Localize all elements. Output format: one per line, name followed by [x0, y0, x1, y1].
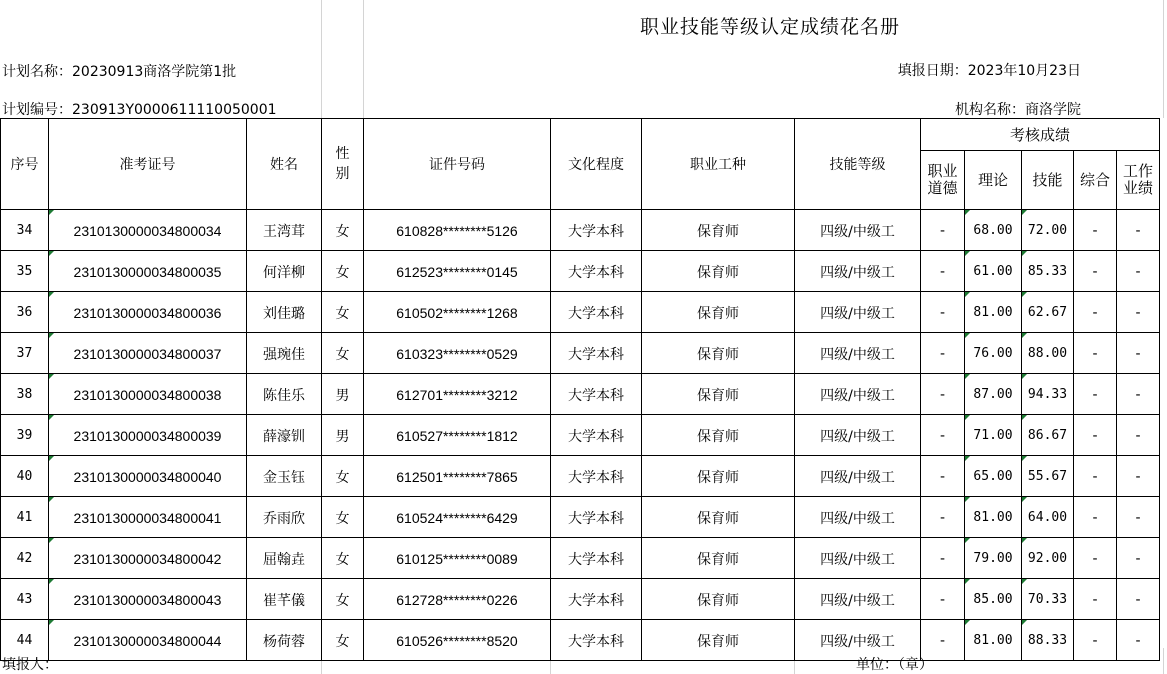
cell-skill: 70.33: [1022, 579, 1074, 620]
cell-exam-no: 2310130000034800036: [49, 292, 247, 333]
cell-occupation: 保育师: [642, 620, 795, 661]
col-header-theory: 理论: [965, 151, 1022, 210]
cell-id-no: 612501********7865: [364, 456, 551, 497]
cell-theory: 81.00: [965, 292, 1022, 333]
cell-name: 刘佳璐: [247, 292, 322, 333]
cell-comprehensive: -: [1074, 497, 1117, 538]
cell-education: 大学本科: [551, 415, 642, 456]
cell-ethics: -: [921, 456, 965, 497]
cell-name: 陈佳乐: [247, 374, 322, 415]
cell-work: -: [1117, 292, 1160, 333]
cell-gender: 女: [322, 292, 364, 333]
plan-name: 计划名称：20230913商洛学院第1批: [2, 64, 237, 80]
cell-seq: 35: [1, 251, 49, 292]
cell-seq: 40: [1, 456, 49, 497]
cell-theory: 81.00: [965, 497, 1022, 538]
cell-comprehensive: -: [1074, 538, 1117, 579]
cell-seq: 38: [1, 374, 49, 415]
table-row: [1, 620, 1160, 661]
table-row: [1, 292, 1160, 333]
cell-id-no: 610527********1812: [364, 415, 551, 456]
plan-number: 计划编号：230913Y0000611110050001: [2, 102, 277, 118]
table-row: [1, 333, 1160, 374]
cell-comprehensive: -: [1074, 292, 1117, 333]
cell-ethics: -: [921, 620, 965, 661]
cell-skill-level: 四级/中级工: [795, 538, 921, 579]
cell-gender: 男: [322, 374, 364, 415]
cell-occupation: 保育师: [642, 374, 795, 415]
cell-theory: 87.00: [965, 374, 1022, 415]
grid-line: [363, 0, 364, 118]
col-header-ethics-text: 职业道德: [927, 162, 958, 197]
cell-education: 大学本科: [551, 251, 642, 292]
grid-line: [1163, 0, 1164, 118]
cell-occupation: 保育师: [642, 251, 795, 292]
cell-occupation: 保育师: [642, 456, 795, 497]
cell-education: 大学本科: [551, 456, 642, 497]
cell-seq: 39: [1, 415, 49, 456]
cell-gender: 女: [322, 210, 364, 251]
cell-seq: 42: [1, 538, 49, 579]
cell-ethics: -: [921, 579, 965, 620]
cell-ethics: -: [921, 374, 965, 415]
cell-work: -: [1117, 333, 1160, 374]
cell-work: -: [1117, 579, 1160, 620]
cell-theory: 76.00: [965, 333, 1022, 374]
table-row: [1, 579, 1160, 620]
cell-comprehensive: -: [1074, 620, 1117, 661]
col-header-gender: [322, 119, 364, 210]
footer-unit: 单位：（章）: [856, 657, 933, 673]
cell-skill: 85.33: [1022, 251, 1074, 292]
cell-exam-no: 2310130000034800042: [49, 538, 247, 579]
cell-theory: 68.00: [965, 210, 1022, 251]
cell-theory: 81.00: [965, 620, 1022, 661]
cell-skill: 94.33: [1022, 374, 1074, 415]
cell-occupation: 保育师: [642, 579, 795, 620]
col-header-work-text: 工作业绩: [1122, 162, 1153, 197]
cell-exam-no: 2310130000034800040: [49, 456, 247, 497]
table-row: [1, 210, 1160, 251]
cell-occupation: 保育师: [642, 497, 795, 538]
col-header-work: [1117, 151, 1160, 210]
cell-comprehensive: -: [1074, 579, 1117, 620]
cell-id-no: 612728********0226: [364, 579, 551, 620]
cell-comprehensive: -: [1074, 374, 1117, 415]
cell-occupation: 保育师: [642, 415, 795, 456]
cell-seq: 37: [1, 333, 49, 374]
cell-gender: 女: [322, 579, 364, 620]
col-header-education: 文化程度: [551, 119, 642, 210]
cell-gender: 男: [322, 415, 364, 456]
col-header-skill: 技能: [1022, 151, 1074, 210]
cell-skill: 86.67: [1022, 415, 1074, 456]
cell-skill: 92.00: [1022, 538, 1074, 579]
cell-theory: 79.00: [965, 538, 1022, 579]
table-row: [1, 415, 1160, 456]
cell-name: 杨荷蓉: [247, 620, 322, 661]
cell-work: -: [1117, 456, 1160, 497]
cell-name: 薛濠钏: [247, 415, 322, 456]
table-row: [1, 456, 1160, 497]
table-row: [1, 251, 1160, 292]
cell-occupation: 保育师: [642, 210, 795, 251]
cell-exam-no: 2310130000034800039: [49, 415, 247, 456]
cell-exam-no: 2310130000034800041: [49, 497, 247, 538]
cell-education: 大学本科: [551, 497, 642, 538]
cell-skill-level: 四级/中级工: [795, 292, 921, 333]
cell-occupation: 保育师: [642, 538, 795, 579]
cell-education: 大学本科: [551, 374, 642, 415]
cell-gender: 女: [322, 251, 364, 292]
grid-line: [321, 0, 322, 118]
cell-seq: 44: [1, 620, 49, 661]
cell-id-no: 610323********0529: [364, 333, 551, 374]
cell-name: 王湾茸: [247, 210, 322, 251]
cell-exam-no: 2310130000034800035: [49, 251, 247, 292]
cell-gender: 女: [322, 497, 364, 538]
cell-gender: 女: [322, 538, 364, 579]
cell-exam-no: 2310130000034800034: [49, 210, 247, 251]
cell-occupation: 保育师: [642, 292, 795, 333]
cell-work: -: [1117, 497, 1160, 538]
cell-education: 大学本科: [551, 620, 642, 661]
cell-skill: 62.67: [1022, 292, 1074, 333]
cell-comprehensive: -: [1074, 456, 1117, 497]
col-header-id-no: 证件号码: [364, 119, 551, 210]
grid-line: [1163, 648, 1164, 674]
cell-name: 何洋柳: [247, 251, 322, 292]
col-header-name: 姓名: [247, 119, 322, 210]
cell-comprehensive: -: [1074, 251, 1117, 292]
cell-comprehensive: -: [1074, 415, 1117, 456]
cell-seq: 36: [1, 292, 49, 333]
cell-ethics: -: [921, 292, 965, 333]
cell-id-no: 610828********5126: [364, 210, 551, 251]
cell-name: 乔雨欣: [247, 497, 322, 538]
cell-theory: 71.00: [965, 415, 1022, 456]
col-header-gender-text: 性别: [335, 146, 350, 182]
cell-id-no: 612701********3212: [364, 374, 551, 415]
cell-skill-level: 四级/中级工: [795, 374, 921, 415]
cell-exam-no: 2310130000034800038: [49, 374, 247, 415]
col-header-seq: 序号: [1, 119, 49, 210]
cell-work: -: [1117, 374, 1160, 415]
cell-skill: 55.67: [1022, 456, 1074, 497]
cell-ethics: -: [921, 538, 965, 579]
cell-skill-level: 四级/中级工: [795, 497, 921, 538]
cell-skill-level: 四级/中级工: [795, 456, 921, 497]
cell-skill-level: 四级/中级工: [795, 579, 921, 620]
cell-ethics: -: [921, 497, 965, 538]
cell-ethics: -: [921, 333, 965, 374]
cell-id-no: 610502********1268: [364, 292, 551, 333]
cell-work: -: [1117, 251, 1160, 292]
cell-education: 大学本科: [551, 579, 642, 620]
cell-skill-level: 四级/中级工: [795, 333, 921, 374]
cell-id-no: 610524********6429: [364, 497, 551, 538]
fill-date: 填报日期：2023年10月23日: [897, 63, 1081, 79]
cell-skill: 64.00: [1022, 497, 1074, 538]
header-row: [1, 119, 1160, 151]
cell-gender: 女: [322, 456, 364, 497]
cell-education: 大学本科: [551, 210, 642, 251]
cell-exam-no: 2310130000034800037: [49, 333, 247, 374]
cell-comprehensive: -: [1074, 333, 1117, 374]
col-header-comprehensive: 综合: [1074, 151, 1117, 210]
cell-theory: 85.00: [965, 579, 1022, 620]
score-table: [0, 118, 1160, 661]
footer-filler: 填报人：: [2, 657, 58, 673]
col-header-scores: 考核成绩: [921, 119, 1160, 151]
col-header-occupation: 职业工种: [642, 119, 795, 210]
col-header-skill-level: 技能等级: [795, 119, 921, 210]
cell-id-no: 612523********0145: [364, 251, 551, 292]
cell-skill-level: 四级/中级工: [795, 415, 921, 456]
cell-seq: 43: [1, 579, 49, 620]
cell-skill: 72.00: [1022, 210, 1074, 251]
cell-name: 屈翰垚: [247, 538, 322, 579]
cell-id-no: 610125********0089: [364, 538, 551, 579]
document-title: 职业技能等级认定成绩花名册: [639, 16, 900, 38]
cell-name: 崔芊儀: [247, 579, 322, 620]
org-name: 机构名称：商洛学院: [955, 102, 1081, 118]
cell-education: 大学本科: [551, 333, 642, 374]
cell-seq: 41: [1, 497, 49, 538]
cell-exam-no: 2310130000034800044: [49, 620, 247, 661]
table-row: [1, 538, 1160, 579]
cell-work: -: [1117, 538, 1160, 579]
cell-education: 大学本科: [551, 292, 642, 333]
cell-work: -: [1117, 210, 1160, 251]
table-row: [1, 374, 1160, 415]
col-header-exam-no: 准考证号: [49, 119, 247, 210]
cell-skill-level: 四级/中级工: [795, 620, 921, 661]
cell-skill: 88.33: [1022, 620, 1074, 661]
cell-work: -: [1117, 415, 1160, 456]
cell-name: 强琬佳: [247, 333, 322, 374]
cell-theory: 61.00: [965, 251, 1022, 292]
cell-exam-no: 2310130000034800043: [49, 579, 247, 620]
cell-ethics: -: [921, 415, 965, 456]
cell-seq: 34: [1, 210, 49, 251]
cell-name: 金玉钰: [247, 456, 322, 497]
cell-ethics: -: [921, 210, 965, 251]
col-header-ethics: [921, 151, 965, 210]
cell-ethics: -: [921, 251, 965, 292]
cell-comprehensive: -: [1074, 210, 1117, 251]
cell-skill-level: 四级/中级工: [795, 210, 921, 251]
cell-gender: 女: [322, 620, 364, 661]
table-row: [1, 497, 1160, 538]
cell-skill: 88.00: [1022, 333, 1074, 374]
cell-work: -: [1117, 620, 1160, 661]
cell-occupation: 保育师: [642, 333, 795, 374]
cell-education: 大学本科: [551, 538, 642, 579]
cell-gender: 女: [322, 333, 364, 374]
cell-theory: 65.00: [965, 456, 1022, 497]
cell-skill-level: 四级/中级工: [795, 251, 921, 292]
cell-id-no: 610526********8520: [364, 620, 551, 661]
